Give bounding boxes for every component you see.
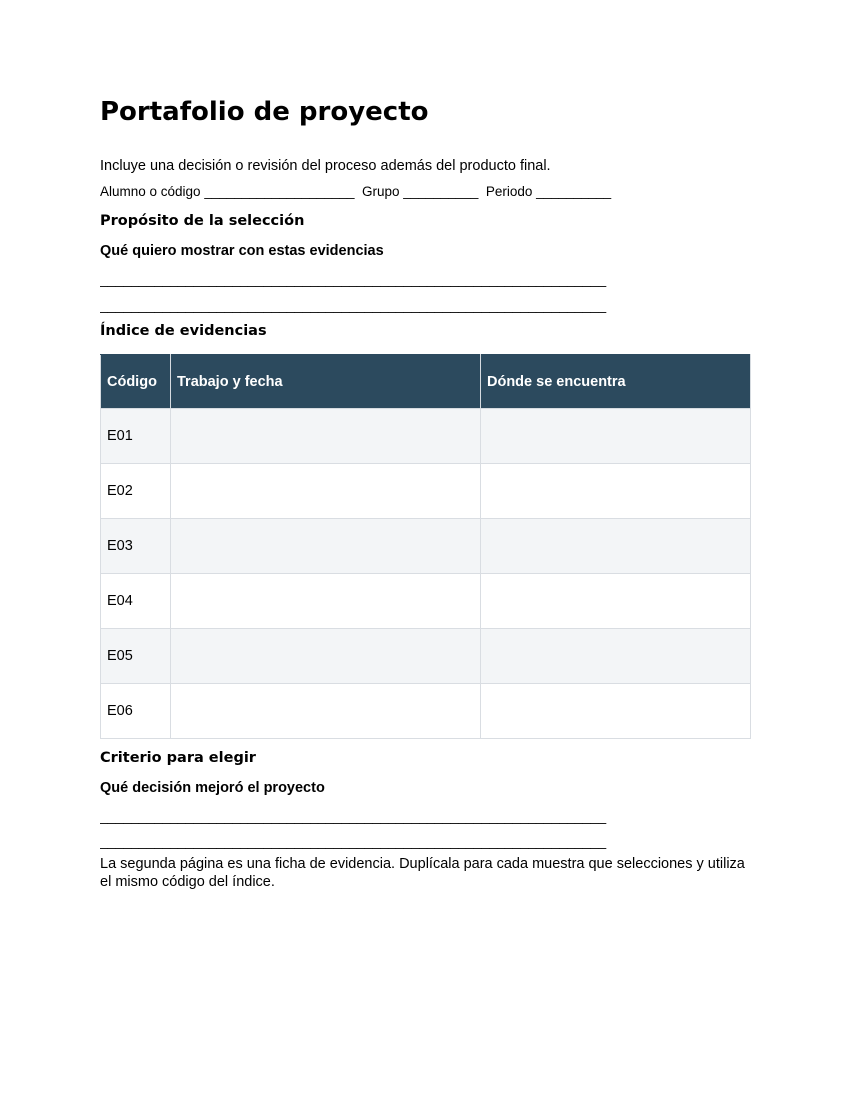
- cell-work-date[interactable]: [171, 409, 481, 464]
- cell-work-date[interactable]: [171, 684, 481, 739]
- purpose-prompt: Qué quiero mostrar con estas evidencias: [100, 243, 384, 259]
- table-row: [101, 574, 751, 629]
- cell-work-date[interactable]: [171, 464, 481, 519]
- student-info-line: Alumno o código ____________________ Grupo __________ Periodo __________: [100, 184, 612, 199]
- footer-note: La segunda página es una ficha de evidencia. Duplícala para cada muestra que selecciones y utiliza el mismo código del índice.: [100, 856, 745, 890]
- cell-code: E03: [101, 519, 171, 574]
- index-heading: Índice de evidencias: [100, 323, 267, 339]
- purpose-heading: Propósito de la selección: [100, 213, 305, 229]
- table-header-row: [101, 355, 751, 409]
- cell-location[interactable]: [481, 629, 751, 684]
- criteria-heading: Criterio para elegir: [100, 750, 256, 766]
- cell-code: E05: [101, 629, 171, 684]
- criteria-answer-line-1: _________________________________________________________________: [100, 808, 607, 824]
- column-header-location: Dónde se encuentra: [481, 355, 751, 409]
- criteria-prompt: Qué decisión mejoró el proyecto: [100, 780, 325, 796]
- purpose-answer-line-2: _________________________________________________________________: [100, 297, 607, 313]
- cell-work-date[interactable]: [171, 519, 481, 574]
- table-row: [101, 684, 751, 739]
- purpose-answer-line-1: _________________________________________________________________: [100, 271, 607, 287]
- cell-code: E02: [101, 464, 171, 519]
- cell-location[interactable]: [481, 684, 751, 739]
- criteria-answer-line-2: _________________________________________________________________: [100, 833, 607, 849]
- evidence-index-table: [100, 354, 751, 739]
- cell-location[interactable]: [481, 574, 751, 629]
- cell-code: E01: [101, 409, 171, 464]
- table-row: [101, 409, 751, 464]
- column-header-work-date: Trabajo y fecha: [171, 355, 481, 409]
- table-row: [101, 464, 751, 519]
- page-title: Portafolio de proyecto: [100, 97, 429, 127]
- table-row: [101, 629, 751, 684]
- cell-work-date[interactable]: [171, 629, 481, 684]
- table-row: [101, 519, 751, 574]
- cell-location[interactable]: [481, 519, 751, 574]
- cell-code: E06: [101, 684, 171, 739]
- column-header-code: Código: [101, 355, 171, 409]
- intro-text: Incluye una decisión o revisión del proceso además del producto final.: [100, 158, 551, 174]
- cell-location[interactable]: [481, 409, 751, 464]
- cell-work-date[interactable]: [171, 574, 481, 629]
- cell-location[interactable]: [481, 464, 751, 519]
- cell-code: E04: [101, 574, 171, 629]
